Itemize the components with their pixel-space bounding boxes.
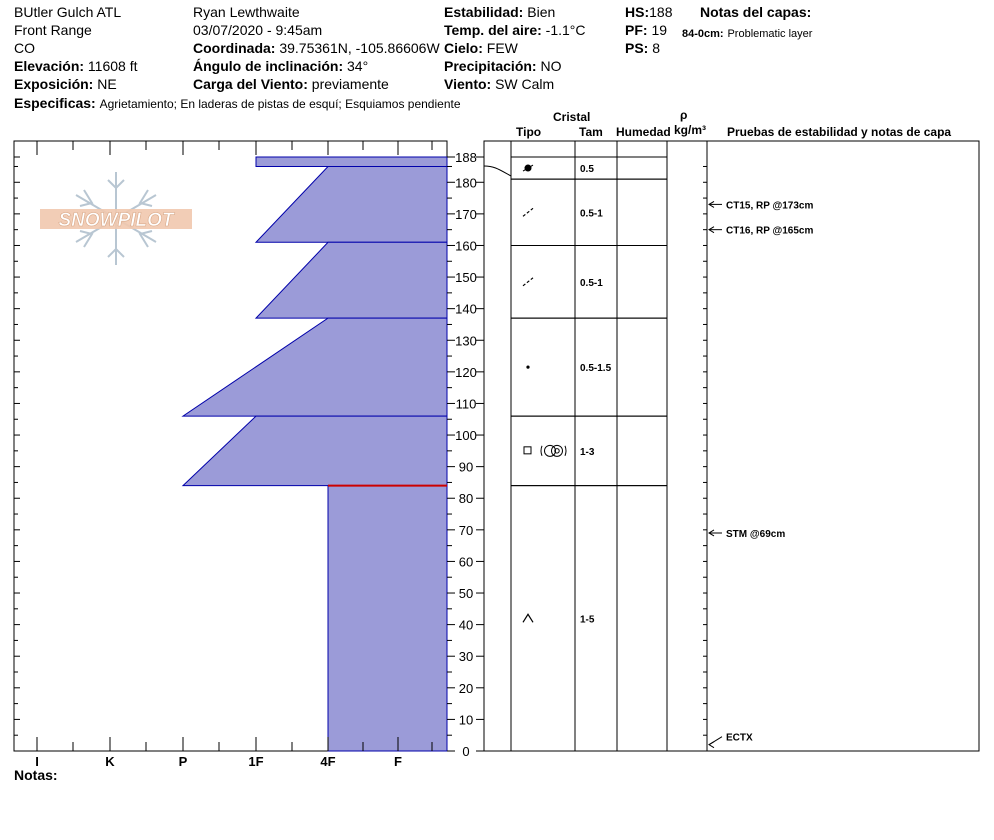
height-tick-label: 80 [458,491,474,507]
decomposed-fragment-icon [523,278,533,286]
height-tick-label: 100 [455,428,477,444]
hardness-layer-6 [328,486,447,751]
decomposed-fragment-icon [523,208,533,216]
stability-label: Estabilidad: [444,4,524,20]
hardness-layer-2 [256,166,447,242]
height-tick-label: 110 [455,396,477,412]
precipitation-value: NO [540,58,562,74]
height-tick-label: 0 [462,744,470,759]
height-tick-label: 170 [455,206,477,222]
layer-note-text: Problematic layer [727,28,813,40]
observation-datetime: 03/07/2020 - 9:45am [193,22,323,38]
stability-test-label: CT15, RP @173cm [726,200,814,212]
specifics-value: Agrietamiento; En laderas de pistas de esquí; Esquiamos pendiente [99,97,461,111]
height-tick-label: 60 [458,554,474,570]
tests-header: Pruebas de estabilidad y notas de capa [727,125,952,139]
layer-note-depth: 84-0cm: [682,28,724,40]
crystal-size-label: 0.5-1 [580,208,603,220]
height-tick-label: 90 [458,459,474,475]
notes-label: Notas: [14,767,58,783]
height-tick-label: 30 [458,649,474,665]
size-header: Tam [579,125,603,139]
coordinates-label: Coordinada: [193,40,276,56]
hardness-layer-5 [183,416,447,486]
crystal-header: Cristal [553,110,591,124]
height-tick-label: 180 [455,175,477,191]
mountain-range: Front Range [14,22,92,38]
location-name: BUtler Gulch ATL [14,4,122,20]
slope-angle-label: Ángulo de inclinación: [193,58,344,74]
crystal-rows [511,157,667,751]
precip-particle-icon [523,165,533,172]
elevation-label: Elevación: [14,58,85,74]
faceted-melt-form-icon [524,445,566,456]
height-tick-label: 40 [458,617,474,633]
elevation-value: 11608 ft [87,58,138,74]
crystal-size-label: 0.5-1.5 [580,363,612,375]
snowpilot-logo [40,172,192,265]
moisture-header: Humedad [616,125,671,139]
aspect-label: Exposición: [14,76,94,92]
precipitation-label: Precipitación: [444,58,537,74]
surface-connector [484,166,511,176]
height-tick-label: 150 [455,270,477,286]
hardness-tick-label: F [394,754,402,769]
hardness-tick-label: 4F [320,754,336,769]
snow-height-label: HS: [625,4,650,20]
stability-tests [709,200,813,747]
logo-text: SNOWPILOT [58,210,174,231]
height-tick-label: 120 [455,364,477,380]
crystal-size-label: 1-5 [580,614,595,626]
density-ticks [703,166,707,751]
sky-cover-label: Cielo: [444,40,483,56]
observer-name: Ryan Lewthwaite [193,4,300,20]
hardness-tick-label: 1F [248,754,264,769]
snow-height-value: 188 [649,4,673,20]
wind-label: Viento: [444,76,492,92]
crystal-size-label: 0.5 [580,164,594,176]
penetration-ski-label: PS: [625,40,649,56]
height-tick-label: 20 [458,680,474,696]
coordinates-value: 39.75361N, -105.86606W [279,40,440,56]
crystal-size-label: 1-3 [580,446,595,458]
stability-test-label: CT16, RP @165cm [726,225,814,237]
rounded-grain-icon [526,366,529,369]
air-temperature-label: Temp. del aire: [444,22,542,38]
hardness-layer-1 [256,157,447,166]
hardness-layers [183,157,447,751]
specifics-label: Especificas: [14,95,96,111]
wind-value: SW Calm [495,76,555,92]
density-unit: kg/m³ [674,123,707,137]
height-tick-label: 50 [458,586,474,602]
stability-test-label: ECTX [726,732,753,744]
hardness-tick-label: I [35,754,39,769]
height-tick-label: 160 [455,238,477,254]
aspect-value: NE [97,76,117,92]
stability-test-label: STM @69cm [726,528,786,540]
slope-angle-value: 34° [347,58,369,74]
wind-loading-value: previamente [311,76,389,92]
penetration-ski-value: 8 [652,40,661,56]
state: CO [14,40,35,56]
stability-value: Bien [527,4,556,20]
air-temperature-value: -1.1°C [545,22,586,38]
hardness-layer-4 [183,318,447,416]
type-header: Tipo [516,125,542,139]
depth-hoar-icon [523,614,533,622]
hardness-tick-label: P [178,754,188,769]
penetration-foot-value: 19 [651,22,668,38]
penetration-foot-label: PF: [625,22,648,38]
height-tick-label: 140 [455,301,477,317]
sky-cover-value: FEW [486,40,518,56]
hardness-tick-label: K [105,754,115,769]
wind-loading-label: Carga del Viento: [193,76,308,92]
height-tick-label: 188 [455,150,477,165]
crystal-size-label: 0.5-1 [580,277,603,289]
height-tick-label: 10 [458,712,474,728]
hardness-layer-3 [256,242,447,318]
height-tick-label: 70 [458,522,474,538]
layer-notes-title: Notas del capas: [700,4,812,20]
height-tick-label: 130 [455,333,477,349]
density-symbol: ρ [680,108,688,122]
